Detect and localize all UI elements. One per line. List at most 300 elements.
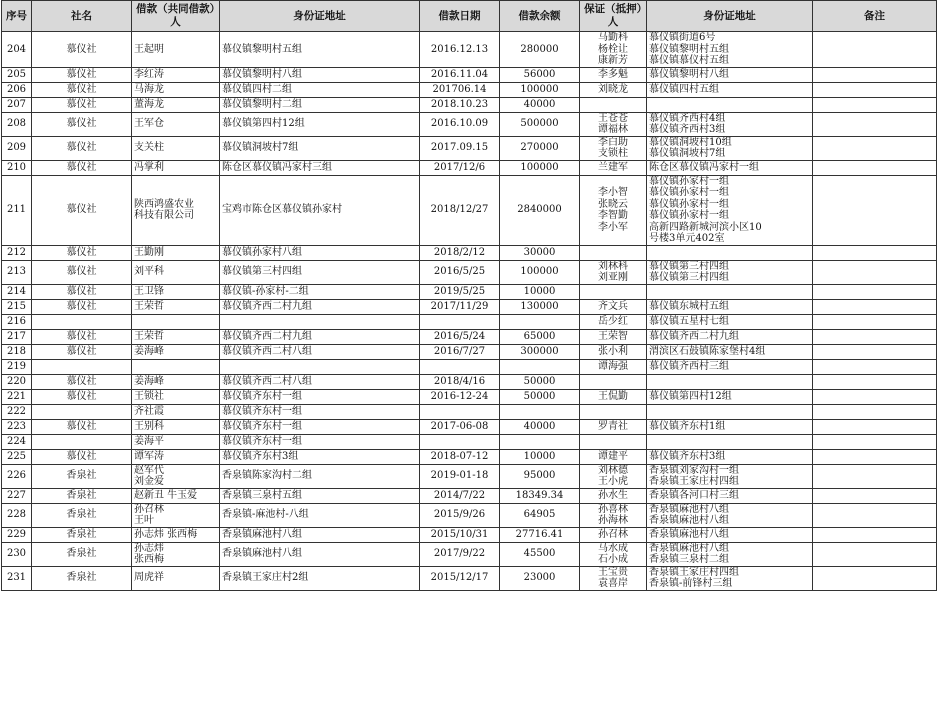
cell-date: 2016-12-24	[420, 389, 500, 404]
cell-guarantor-address-line: 香泉镇王家庄村四组	[649, 476, 739, 487]
cell-balance: 23000	[500, 566, 580, 590]
cell-no: 205	[2, 67, 32, 82]
cell-guarantor-address-line: 慕仪镇第四村12组	[649, 390, 732, 402]
cell-balance: 130000	[500, 299, 580, 314]
cell-guarantor-line: 杨栓让	[598, 43, 628, 55]
cell-guarantor	[580, 67, 647, 82]
cell-date: 2017/11/29	[420, 299, 500, 314]
cell-borrower-line: 董海龙	[134, 98, 164, 110]
cell-borrower-line: 王荣哲	[134, 300, 164, 312]
cell-remark	[813, 82, 937, 97]
cell-remark	[813, 160, 937, 175]
cell-balance	[500, 404, 580, 419]
cell-guarantor-address-line: 陈仓区慕仪镇冯家村一组	[649, 161, 759, 173]
cell-remark	[813, 419, 937, 434]
cell-balance	[500, 434, 580, 449]
cell-borrower	[132, 314, 220, 329]
cell-borrower	[132, 434, 220, 449]
cell-guarantor-address	[647, 488, 813, 503]
cell-balance: 50000	[500, 389, 580, 404]
table-row	[2, 488, 937, 503]
cell-she: 慕仪社	[32, 160, 132, 175]
cell-borrower	[132, 404, 220, 419]
cell-date: 2018/4/16	[420, 374, 500, 389]
cell-borrower-line: 孙召林	[134, 503, 164, 515]
cell-borrower-line: 王锁社	[134, 390, 164, 402]
cell-borrower-line: 刘金爱	[134, 476, 164, 487]
cell-borrower	[132, 329, 220, 344]
cell-guarantor-address-line: 香泉镇-前锋村三组	[649, 578, 733, 589]
cell-guarantor-line: 谭建平	[598, 450, 628, 462]
cell-guarantor-address	[647, 329, 813, 344]
cell-borrower	[132, 503, 220, 527]
cell-borrower-line: 姜海峰	[134, 375, 164, 387]
cell-guarantor-address-line: 慕仪镇五星村七组	[649, 315, 729, 327]
cell-guarantor-address	[647, 82, 813, 97]
cell-borrower	[132, 175, 220, 245]
cell-address: 慕仪镇齐西二村八组	[220, 374, 420, 389]
cell-borrower-line: 马海龙	[134, 83, 164, 95]
cell-address: 慕仪镇第四村12组	[220, 112, 420, 136]
cell-guarantor-address-line: 香泉镇王家庄村四组	[649, 566, 739, 578]
cell-guarantor	[580, 175, 647, 245]
cell-guarantor-line: 刘亚刚	[598, 272, 628, 283]
cell-guarantor-line: 兰建军	[598, 161, 628, 173]
cell-guarantor-address-line: 慕仪镇齐西二村九组	[649, 330, 739, 342]
cell-borrower	[132, 136, 220, 160]
table-row	[2, 67, 937, 82]
cell-guarantor-address	[647, 32, 813, 68]
cell-guarantor-address-line: 慕仪镇孙家村一组	[649, 175, 729, 187]
cell-balance: 40000	[500, 419, 580, 434]
cell-no: 230	[2, 542, 32, 566]
cell-guarantor	[580, 314, 647, 329]
cell-she: 香泉社	[32, 527, 132, 542]
cell-borrower-line: 赵军代	[134, 464, 164, 476]
cell-guarantor	[580, 542, 647, 566]
table-row	[2, 260, 937, 284]
cell-guarantor-address	[647, 374, 813, 389]
cell-guarantor	[580, 434, 647, 449]
cell-no: 224	[2, 434, 32, 449]
table-row	[2, 32, 937, 68]
cell-address: 慕仪镇黎明村五组	[220, 32, 420, 68]
cell-no: 229	[2, 527, 32, 542]
cell-she: 香泉社	[32, 566, 132, 590]
cell-remark	[813, 434, 937, 449]
cell-guarantor-line: 王宝贵	[598, 566, 628, 578]
cell-she	[32, 404, 132, 419]
cell-guarantor-line: 李智勤	[598, 210, 628, 221]
cell-address: 慕仪镇齐西二村九组	[220, 329, 420, 344]
cell-she: 慕仪社	[32, 82, 132, 97]
table-row	[2, 359, 937, 374]
cell-date: 2015/10/31	[420, 527, 500, 542]
cell-borrower-line: 孙志炜	[134, 542, 164, 554]
cell-guarantor-address-line: 慕仪镇齐西村4组	[649, 112, 726, 124]
cell-borrower-line: 王叶	[134, 515, 154, 526]
cell-balance: 18349.34	[500, 488, 580, 503]
cell-borrower	[132, 299, 220, 314]
cell-guarantor-address-line: 渭滨区石鼓镇陈家堡村4组	[649, 345, 766, 357]
cell-guarantor	[580, 284, 647, 299]
cell-she: 慕仪社	[32, 299, 132, 314]
cell-guarantor-address-line: 慕仪镇齐东村3组	[649, 450, 726, 462]
cell-remark	[813, 175, 937, 245]
cell-she: 慕仪社	[32, 175, 132, 245]
cell-she: 慕仪社	[32, 449, 132, 464]
cell-address: 慕仪镇齐西二村九组	[220, 299, 420, 314]
cell-guarantor	[580, 419, 647, 434]
cell-guarantor-address	[647, 419, 813, 434]
cell-borrower-line: 陕西鸿盛农业	[134, 198, 194, 210]
cell-no: 218	[2, 344, 32, 359]
header-row	[2, 1, 937, 32]
cell-remark	[813, 136, 937, 160]
cell-date: 2018/12/27	[420, 175, 500, 245]
cell-address: 香泉镇三泉村五组	[220, 488, 420, 503]
cell-guarantor	[580, 344, 647, 359]
cell-address: 香泉镇麻池村八组	[220, 542, 420, 566]
cell-guarantor-address	[647, 503, 813, 527]
table-row	[2, 329, 937, 344]
cell-guarantor-address-line: 慕仪镇孙家村一组	[649, 198, 729, 210]
header-guarantor-address: 身份证地址	[647, 1, 813, 32]
cell-remark	[813, 527, 937, 542]
cell-guarantor-address-line: 慕仪镇东城村五组	[649, 300, 729, 312]
table-row	[2, 136, 937, 160]
cell-she: 慕仪社	[32, 245, 132, 260]
cell-date: 2016.12.13	[420, 32, 500, 68]
cell-address: 慕仪镇四村二组	[220, 82, 420, 97]
cell-date: 2019-01-18	[420, 464, 500, 488]
cell-guarantor-address	[647, 299, 813, 314]
table-row	[2, 566, 937, 590]
cell-address: 慕仪镇黎明村二组	[220, 97, 420, 112]
cell-borrower-line: 张西梅	[134, 554, 164, 565]
cell-guarantor-address	[647, 542, 813, 566]
cell-guarantor-address	[647, 112, 813, 136]
cell-balance: 40000	[500, 97, 580, 112]
cell-remark	[813, 329, 937, 344]
cell-borrower-line: 孙志炜 张西梅	[134, 528, 198, 540]
table-row	[2, 314, 937, 329]
cell-date: 2016/5/24	[420, 329, 500, 344]
cell-remark	[813, 299, 937, 314]
cell-remark	[813, 488, 937, 503]
cell-guarantor-address-line: 高新四路新城河滨小区10	[649, 221, 762, 233]
table-header	[2, 1, 937, 32]
cell-borrower-line: 王卫锋	[134, 285, 164, 297]
cell-balance: 10000	[500, 284, 580, 299]
cell-address: 香泉镇麻池村八组	[220, 527, 420, 542]
cell-she: 慕仪社	[32, 136, 132, 160]
cell-remark	[813, 260, 937, 284]
cell-guarantor-line: 罗青社	[598, 420, 628, 432]
cell-guarantor	[580, 245, 647, 260]
cell-guarantor-line: 孙水生	[598, 489, 628, 501]
cell-borrower-line: 李红涛	[134, 68, 164, 80]
cell-no: 221	[2, 389, 32, 404]
cell-borrower-line: 王别科	[134, 420, 164, 432]
cell-remark	[813, 112, 937, 136]
cell-remark	[813, 374, 937, 389]
cell-guarantor-address	[647, 67, 813, 82]
table-row	[2, 175, 937, 245]
cell-guarantor-address-line: 慕仪镇齐西村三组	[649, 360, 729, 372]
cell-balance	[500, 359, 580, 374]
cell-address: 陈仓区慕仪镇冯家村三组	[220, 160, 420, 175]
table-row	[2, 299, 937, 314]
header-no: 序号	[2, 1, 32, 32]
cell-guarantor-line: 岳少红	[598, 315, 628, 327]
cell-address: 慕仪镇齐东村一组	[220, 434, 420, 449]
cell-guarantor-address	[647, 314, 813, 329]
cell-borrower	[132, 464, 220, 488]
cell-she: 慕仪社	[32, 97, 132, 112]
cell-address: 慕仪镇齐东村一组	[220, 389, 420, 404]
cell-guarantor-line: 马勤科	[598, 32, 628, 43]
cell-guarantor-address-line: 慕仪镇黎明村五组	[649, 43, 729, 55]
cell-no: 226	[2, 464, 32, 488]
cell-guarantor-address-line: 香泉镇麻池村八组	[649, 528, 729, 540]
header-guarantor: 保证（抵押）人	[580, 1, 647, 32]
cell-guarantor-line: 谭福林	[598, 124, 628, 135]
table-row	[2, 284, 937, 299]
header-balance: 借款余额	[500, 1, 580, 32]
loan-table	[1, 0, 937, 591]
cell-balance: 56000	[500, 67, 580, 82]
cell-no: 222	[2, 404, 32, 419]
cell-borrower-line: 冯掌利	[134, 161, 164, 173]
cell-guarantor	[580, 566, 647, 590]
table-row	[2, 404, 937, 419]
cell-guarantor-address	[647, 344, 813, 359]
table-row	[2, 389, 937, 404]
cell-borrower	[132, 542, 220, 566]
cell-guarantor-address	[647, 260, 813, 284]
cell-address: 慕仪镇洞坡村7组	[220, 136, 420, 160]
cell-borrower	[132, 112, 220, 136]
cell-remark	[813, 503, 937, 527]
cell-she: 慕仪社	[32, 389, 132, 404]
cell-guarantor-line: 李白助	[598, 136, 628, 148]
cell-no: 212	[2, 245, 32, 260]
cell-borrower	[132, 488, 220, 503]
cell-guarantor-address-line: 慕仪镇慕仪村五组	[649, 55, 729, 66]
cell-address: 宝鸡市陈仓区慕仪镇孙家村	[220, 175, 420, 245]
cell-she: 香泉社	[32, 488, 132, 503]
table-row	[2, 419, 937, 434]
cell-date: 201706.14	[420, 82, 500, 97]
cell-guarantor	[580, 97, 647, 112]
cell-she: 香泉社	[32, 464, 132, 488]
cell-borrower	[132, 82, 220, 97]
cell-borrower	[132, 160, 220, 175]
cell-address: 香泉镇陈家沟村二组	[220, 464, 420, 488]
cell-guarantor-address-line: 慕仪镇孙家村一组	[649, 210, 729, 221]
cell-balance: 2840000	[500, 175, 580, 245]
cell-balance: 100000	[500, 160, 580, 175]
cell-guarantor-line: 王苍苍	[598, 112, 628, 124]
cell-remark	[813, 389, 937, 404]
cell-guarantor-address-line: 香泉镇刘家沟村一组	[649, 464, 739, 476]
cell-borrower	[132, 527, 220, 542]
cell-balance: 100000	[500, 260, 580, 284]
header-remark: 备注	[813, 1, 937, 32]
cell-remark	[813, 344, 937, 359]
cell-guarantor-line: 王荣智	[598, 330, 628, 342]
cell-remark	[813, 542, 937, 566]
table-row	[2, 374, 937, 389]
cell-balance: 30000	[500, 245, 580, 260]
cell-balance: 10000	[500, 449, 580, 464]
cell-date: 2018.10.23	[420, 97, 500, 112]
cell-guarantor-address	[647, 359, 813, 374]
cell-guarantor	[580, 32, 647, 68]
cell-no: 210	[2, 160, 32, 175]
cell-guarantor-address-line: 香泉镇麻池村八组	[649, 542, 729, 554]
cell-date: 2016.10.09	[420, 112, 500, 136]
cell-balance: 64905	[500, 503, 580, 527]
cell-guarantor-line: 刘林德	[598, 464, 628, 476]
cell-guarantor-address-line: 慕仪镇洞坡村10组	[649, 136, 732, 148]
cell-she: 慕仪社	[32, 419, 132, 434]
cell-borrower-line: 齐社霞	[134, 405, 164, 417]
cell-she: 慕仪社	[32, 284, 132, 299]
cell-guarantor-address-line: 香泉镇三泉村二组	[649, 554, 729, 565]
cell-guarantor-address	[647, 160, 813, 175]
cell-no: 231	[2, 566, 32, 590]
cell-remark	[813, 245, 937, 260]
cell-guarantor	[580, 404, 647, 419]
cell-she: 慕仪社	[32, 260, 132, 284]
cell-date	[420, 314, 500, 329]
cell-guarantor-line: 刘晓龙	[598, 83, 628, 95]
cell-address: 慕仪镇孙家村八组	[220, 245, 420, 260]
cell-she	[32, 314, 132, 329]
cell-borrower-line: 刘平科	[134, 266, 164, 278]
cell-guarantor	[580, 449, 647, 464]
cell-guarantor	[580, 299, 647, 314]
cell-balance: 27716.41	[500, 527, 580, 542]
cell-remark	[813, 404, 937, 419]
cell-guarantor-address	[647, 136, 813, 160]
cell-no: 216	[2, 314, 32, 329]
cell-date: 2019/5/25	[420, 284, 500, 299]
cell-guarantor	[580, 374, 647, 389]
cell-address: 慕仪镇齐西二村八组	[220, 344, 420, 359]
cell-no: 206	[2, 82, 32, 97]
cell-she: 慕仪社	[32, 67, 132, 82]
cell-borrower-line: 姜海平	[134, 435, 164, 447]
cell-no: 211	[2, 175, 32, 245]
cell-she: 香泉社	[32, 542, 132, 566]
cell-borrower	[132, 566, 220, 590]
cell-she: 慕仪社	[32, 344, 132, 359]
cell-guarantor	[580, 329, 647, 344]
cell-borrower-line: 支关柱	[134, 142, 164, 154]
cell-borrower-line: 王勤刚	[134, 246, 164, 258]
cell-guarantor-line: 李多魁	[598, 68, 628, 80]
cell-guarantor-line: 张小利	[598, 345, 628, 357]
cell-borrower-line: 王起明	[134, 43, 164, 55]
table-row	[2, 82, 937, 97]
cell-remark	[813, 464, 937, 488]
cell-guarantor-address	[647, 404, 813, 419]
cell-guarantor-line: 齐文兵	[598, 300, 628, 312]
cell-balance: 500000	[500, 112, 580, 136]
header-date: 借款日期	[420, 1, 500, 32]
cell-no: 228	[2, 503, 32, 527]
cell-borrower	[132, 245, 220, 260]
cell-date: 2014/7/22	[420, 488, 500, 503]
cell-guarantor-address	[647, 449, 813, 464]
cell-guarantor	[580, 359, 647, 374]
cell-guarantor	[580, 389, 647, 404]
cell-guarantor-address-line: 香泉镇麻池村八组	[649, 515, 729, 526]
cell-date	[420, 359, 500, 374]
cell-no: 227	[2, 488, 32, 503]
cell-no: 217	[2, 329, 32, 344]
cell-no: 219	[2, 359, 32, 374]
cell-guarantor-address	[647, 389, 813, 404]
cell-guarantor-address	[647, 434, 813, 449]
table-body	[2, 32, 937, 591]
cell-she: 慕仪社	[32, 32, 132, 68]
cell-guarantor-address-line: 香泉镇各河口村三组	[649, 489, 739, 501]
cell-guarantor-line: 孙海林	[598, 515, 628, 526]
cell-she	[32, 434, 132, 449]
cell-borrower	[132, 32, 220, 68]
cell-date: 2015/12/17	[420, 566, 500, 590]
cell-guarantor-address-line: 慕仪镇齐东村1组	[649, 420, 726, 432]
cell-she: 慕仪社	[32, 374, 132, 389]
cell-borrower	[132, 389, 220, 404]
cell-balance: 300000	[500, 344, 580, 359]
cell-borrower-line: 王军仓	[134, 118, 164, 130]
cell-address	[220, 314, 420, 329]
table-row	[2, 449, 937, 464]
cell-guarantor-address	[647, 175, 813, 245]
cell-guarantor-address-line: 慕仪镇第三村四组	[649, 260, 729, 272]
cell-date: 2017/12/6	[420, 160, 500, 175]
cell-date: 2018-07-12	[420, 449, 500, 464]
cell-guarantor-line: 王小虎	[598, 476, 628, 487]
table-row	[2, 527, 937, 542]
cell-she	[32, 359, 132, 374]
cell-guarantor	[580, 527, 647, 542]
cell-date: 2017/9/22	[420, 542, 500, 566]
cell-no: 208	[2, 112, 32, 136]
cell-guarantor-address-line: 慕仪镇黎明村八组	[649, 68, 729, 80]
cell-balance: 270000	[500, 136, 580, 160]
header-borrower: 借款（共同借款）人	[132, 1, 220, 32]
table-row	[2, 344, 937, 359]
cell-date	[420, 434, 500, 449]
cell-no: 204	[2, 32, 32, 68]
table-row	[2, 434, 937, 449]
header-she: 社名	[32, 1, 132, 32]
cell-date: 2016/7/27	[420, 344, 500, 359]
cell-borrower-line: 谭军涛	[134, 450, 164, 462]
cell-guarantor-line: 石小成	[598, 554, 628, 565]
cell-remark	[813, 67, 937, 82]
table-row	[2, 160, 937, 175]
cell-guarantor-line: 李小军	[598, 221, 628, 233]
cell-address: 香泉镇王家庄村2组	[220, 566, 420, 590]
cell-guarantor	[580, 112, 647, 136]
